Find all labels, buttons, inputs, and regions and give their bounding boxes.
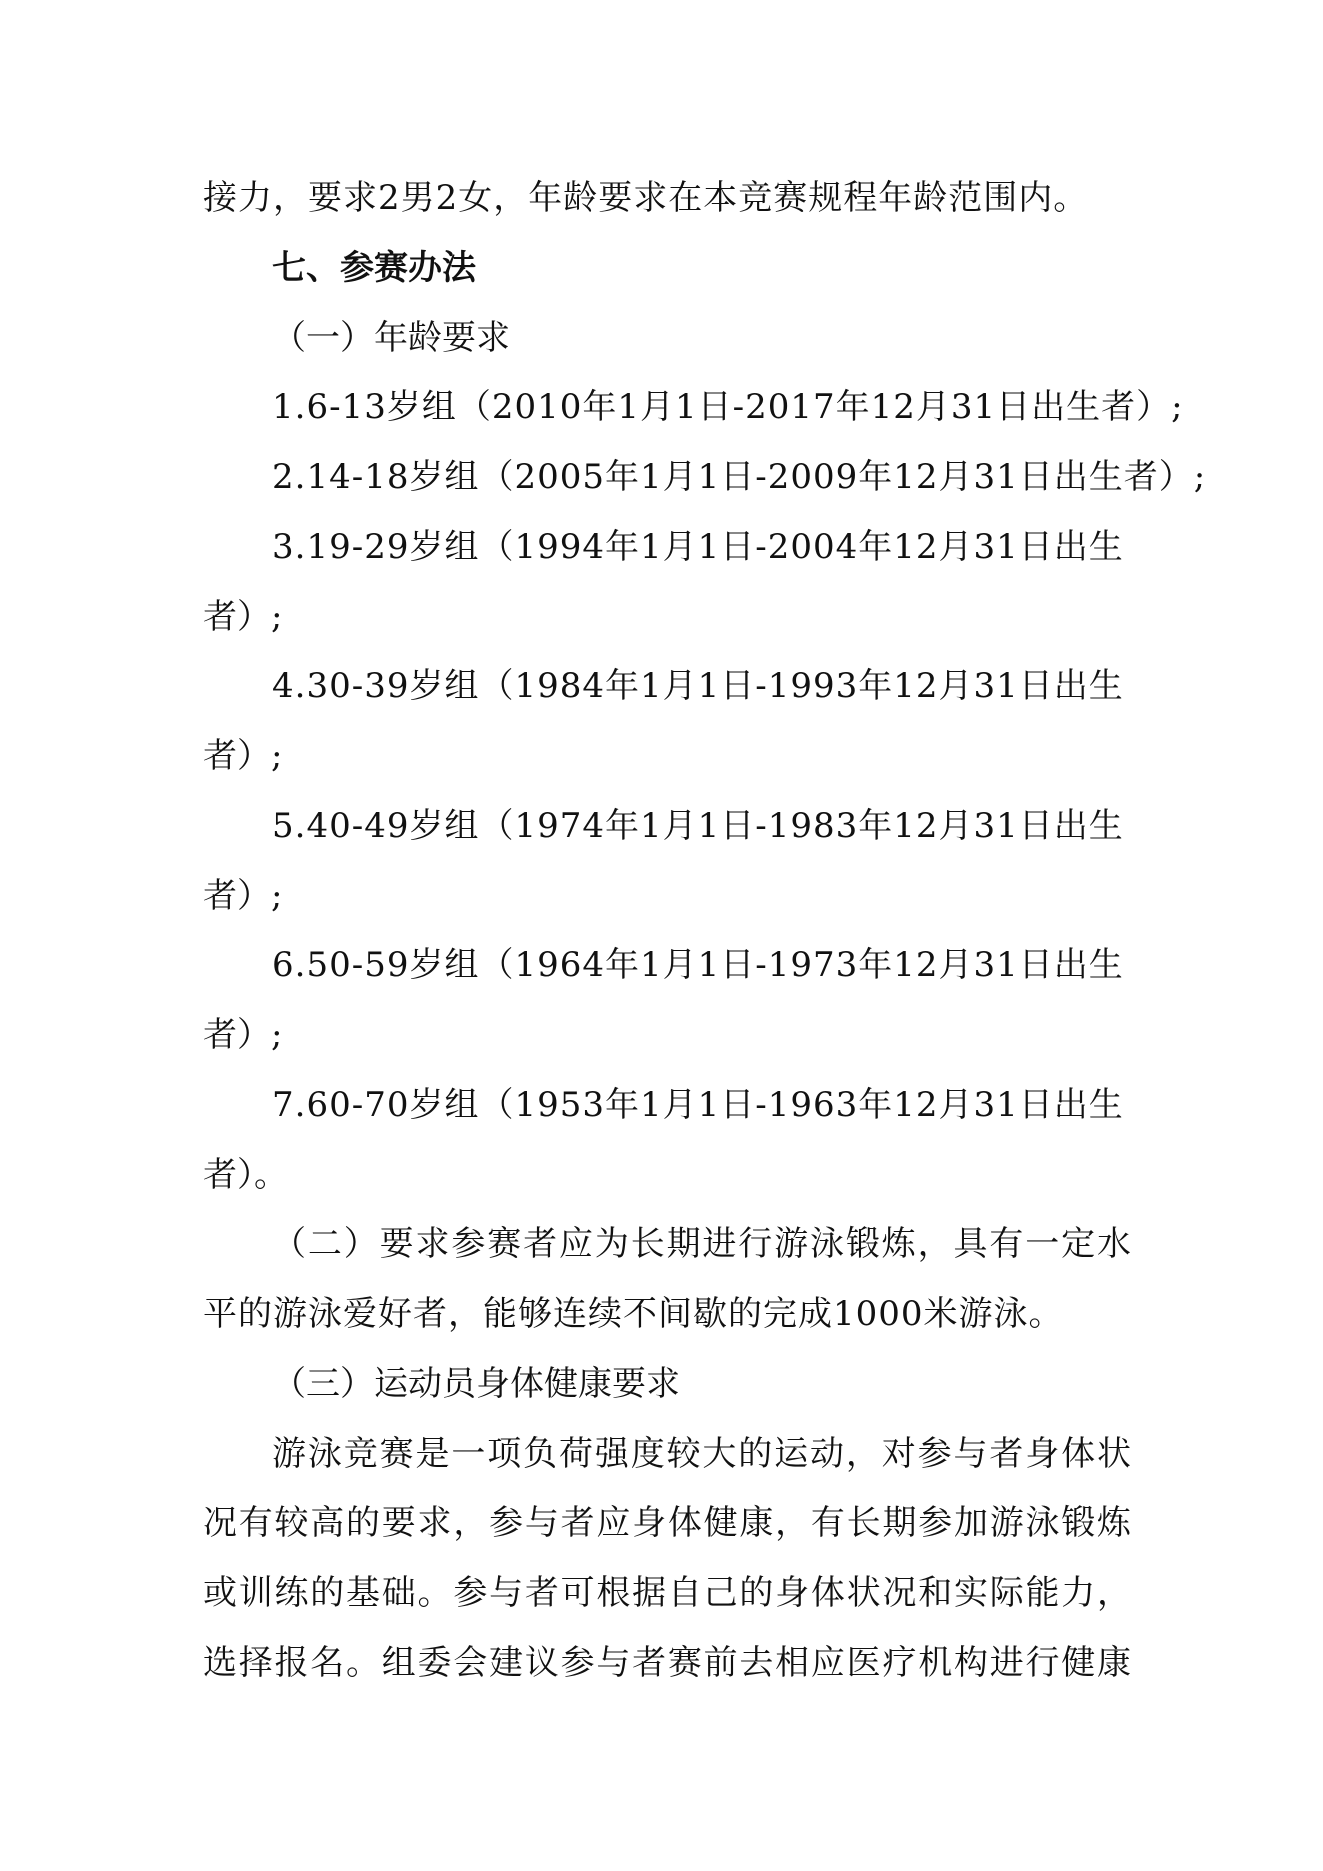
paragraph-line: 或训练的基础。参与者可根据自己的身体状况和实际能力， (203, 1573, 1131, 1613)
list-item: 3.19-29岁组（1994年1月1日-2004年12月31日出生 (272, 527, 1124, 567)
list-item: 1.6-13岁组（2010年1月1日-2017年12月31日出生者）; (272, 387, 1184, 427)
paragraph-line: 接力，要求2男2女，年龄要求在本竞赛规程年龄范围内。 (203, 178, 1089, 218)
paragraph-line: 平的游泳爱好者，能够连续不间歇的完成1000米游泳。 (203, 1294, 1064, 1334)
paragraph-line: 选择报名。组委会建议参与者赛前去相应医疗机构进行健康 (203, 1643, 1131, 1683)
list-item-continuation: 者）; (203, 876, 283, 916)
list-item: 2.14-18岁组（2005年1月1日-2009年12月31日出生者）; (272, 457, 1207, 497)
list-item-continuation: 者）。 (203, 1155, 288, 1195)
list-item-continuation: 者）; (203, 736, 283, 776)
paragraph-line: 游泳竞赛是一项负荷强度较大的运动，对参与者身体状 (272, 1434, 1131, 1474)
section-heading: 七、参赛办法 (272, 248, 476, 288)
subsection-heading: （三）运动员身体健康要求 (272, 1364, 680, 1404)
list-item-continuation: 者）; (203, 1015, 283, 1055)
list-item: 6.50-59岁组（1964年1月1日-1973年12月31日出生 (272, 945, 1124, 985)
subsection-heading: （一）年龄要求 (272, 318, 510, 358)
list-item: 7.60-70岁组（1953年1月1日-1963年12月31日出生 (272, 1085, 1124, 1125)
paragraph-line: （二）要求参赛者应为长期进行游泳锻炼，具有一定水 (272, 1224, 1131, 1264)
list-item: 5.40-49岁组（1974年1月1日-1983年12月31日出生 (272, 806, 1124, 846)
list-item: 4.30-39岁组（1984年1月1日-1993年12月31日出生 (272, 666, 1124, 706)
list-item-continuation: 者）; (203, 597, 283, 637)
paragraph-line: 况有较高的要求，参与者应身体健康，有长期参加游泳锻炼 (203, 1503, 1131, 1543)
